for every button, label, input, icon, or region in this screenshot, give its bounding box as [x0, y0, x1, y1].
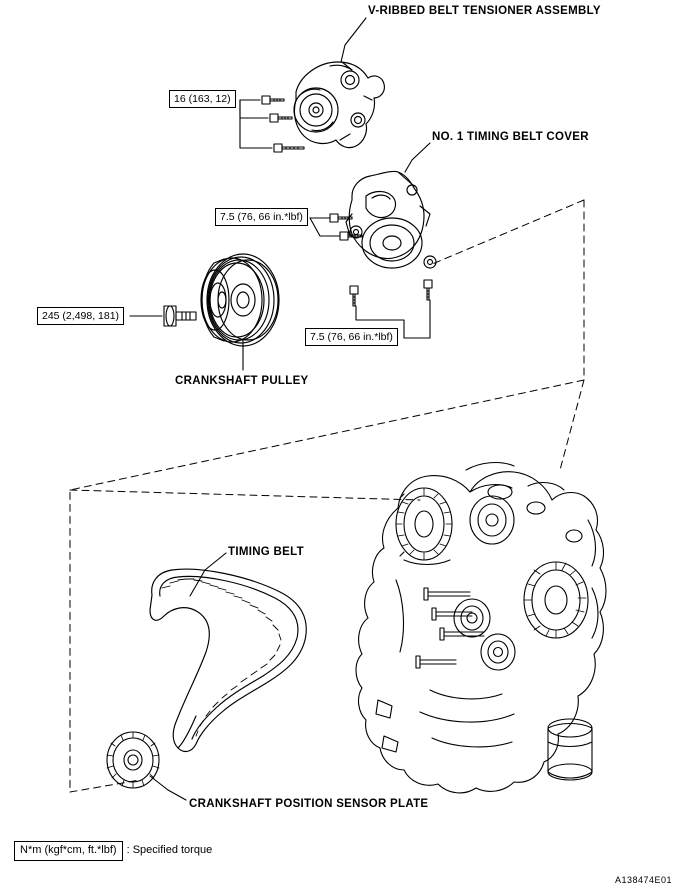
figure-code: A138474E01	[614, 875, 672, 885]
crankshaft-position-sensor-plate	[107, 732, 159, 788]
torque-cover-upper-bolt: 7.5 (76, 66 in.*lbf)	[215, 208, 308, 226]
v-ribbed-belt-tensioner	[294, 62, 384, 148]
torque-line-1b	[240, 100, 268, 118]
torque-line-2b	[310, 218, 340, 236]
callout-crankshaft-pulley: CRANKSHAFT PULLEY	[175, 375, 309, 387]
crankshaft-pulley	[201, 254, 279, 346]
callout-crankshaft-position-sensor-plate: CRANKSHAFT POSITION SENSOR PLATE	[189, 798, 429, 810]
legend	[14, 841, 212, 861]
torque-crankshaft-pulley-bolt: 245 (2,498, 181)	[37, 307, 124, 325]
torque-line-1c	[240, 100, 272, 148]
callout-timing-belt: TIMING BELT	[228, 546, 304, 558]
tensioner-bolts	[262, 96, 304, 152]
leader-tensioner	[341, 18, 366, 62]
legend-suffix: : Specified torque	[126, 844, 213, 856]
callout-v-ribbed-belt-tensioner-assembly: V-RIBBED BELT TENSIONER ASSEMBLY	[368, 5, 601, 17]
engine-assembly	[356, 463, 606, 793]
crankshaft-pulley-bolt	[164, 306, 196, 326]
torque-line-3b	[404, 300, 430, 338]
leader-timing-belt	[190, 553, 226, 596]
leader-cover	[405, 143, 430, 172]
leader-sensor-plate	[150, 776, 186, 800]
projection-guides	[70, 200, 584, 792]
callout-no-1-timing-belt-cover: NO. 1 TIMING BELT COVER	[432, 131, 589, 143]
torque-cover-lower-bolt: 7.5 (76, 66 in.*lbf)	[305, 328, 398, 346]
torque-tensioner-bolt: 16 (163, 12)	[169, 90, 236, 108]
timing-belt	[150, 569, 306, 751]
no1-timing-belt-cover	[346, 171, 436, 268]
legend-unit-box: N*m (kgf*cm, ft.*lbf)	[14, 841, 123, 861]
